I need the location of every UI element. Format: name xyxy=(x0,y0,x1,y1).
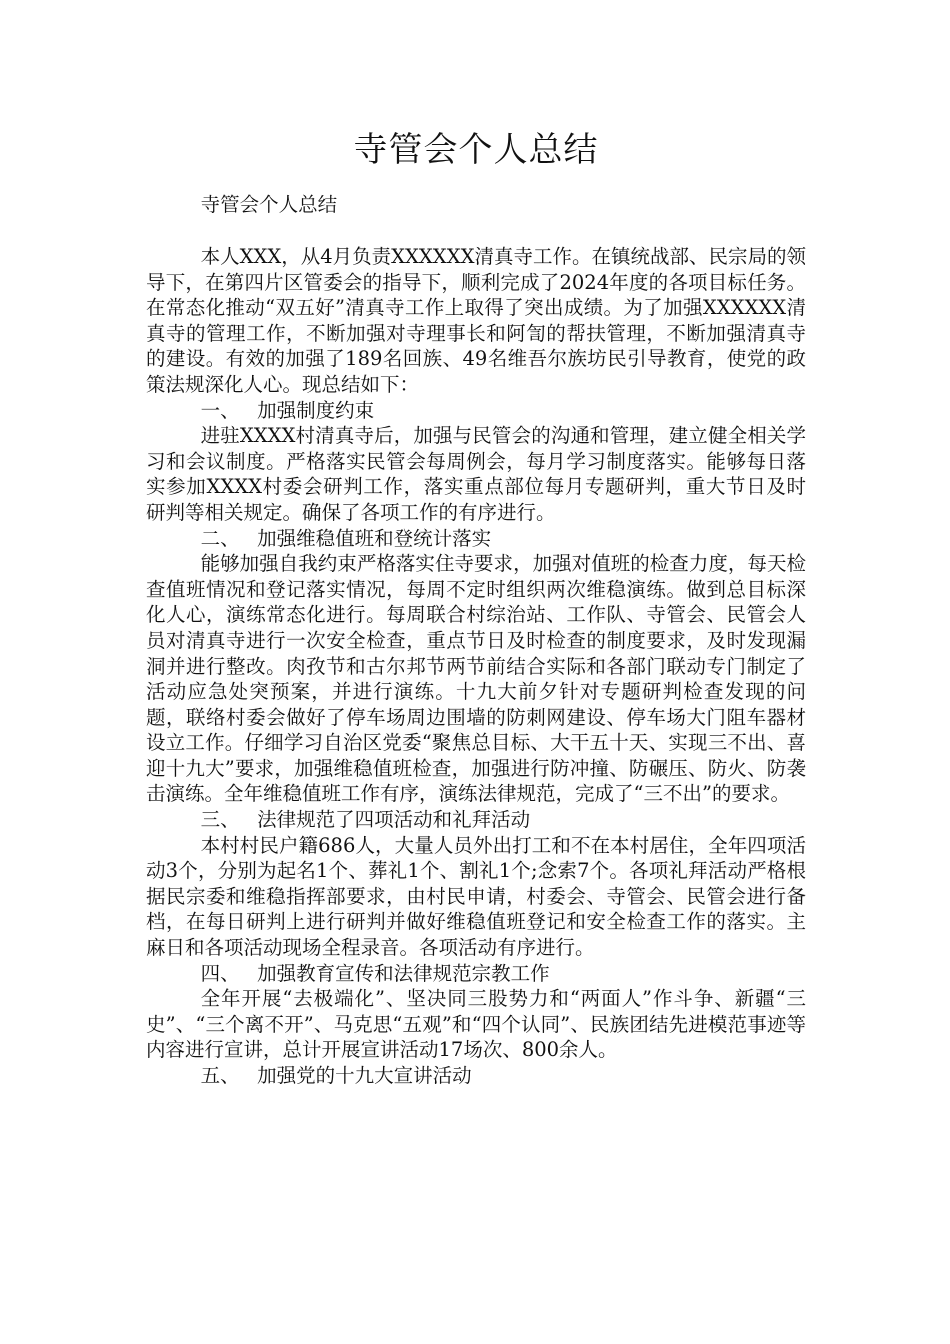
section-heading-text: 加强教育宣传和法律规范宗教工作 xyxy=(257,961,550,985)
section-heading-4 xyxy=(146,961,806,987)
section-number: 四、 xyxy=(200,961,240,985)
intro-paragraph: 本人XXX，从4月负责XXXXXX清真寺工作。在镇统战部、民宗局的领导下，在第四片区管委会的指导下，顺利完成了2024年度的各项目标任务。在常态化推动“双五好”清真寺工作上取得了突出成绩。为了加强XXXXXX清真寺的管理工作，不断加强对寺理事长和阿訇的帮扶管理，不断加强清真寺的建设。有效的加强了189名回族、49名维吾尔族坊民引导教育，使党的政策法规深化人心。现总结如下： xyxy=(146,245,806,396)
section-number: 二、 xyxy=(200,526,240,550)
section-body-1: 进驻XXXX村清真寺后，加强与民管会的沟通和管理，建立健全相关学习和会议制度。严格落实民管会每周例会，每月学习制度落实。能够每日落实参加XXXX村委会研判工作，落实重点部位每月专题研判，重大节日及时研判等相关规定。确保了各项工作的有序进行。 xyxy=(146,424,806,524)
section-heading-text: 加强制度约束 xyxy=(257,398,375,422)
document-title: 寺管会个人总结 xyxy=(353,130,599,170)
section-number: 三、 xyxy=(200,808,240,832)
section-number: 五、 xyxy=(200,1064,240,1087)
section-body-2: 能够加强自我约束严格落实住寺要求，加强对值班的检查力度，每天检查值班情况和登记落实情况，每周不定时组织两次维稳演练。做到总目标深化人心，演练常态化进行。每周联合村综治站、工作队、寺管会、民管会人员对清真寺进行一次安全检查，重点节日及时检查的制度要求，及时发现漏洞并进行整改。肉孜节和古尔邦节两节前结合实际和各部门联动专门制定了活动应急处突预案，并进行演练。十九大前夕针对专题研判检查发现的问题，联络村委会做好了停车场周边围墙的防刺网建设、停车场大门阻车器材设立工作。仔细学习自治区党委“聚焦总目标、大干五十天、实现三不出、喜迎十九大”要求，加强维稳值班检查，加强进行防冲撞、防碾压、防火、防袭击演练。全年维稳值班工作有序，演练法律规范，完成了“三不出”的要求。 xyxy=(146,552,806,806)
section-body-3: 本村村民户籍686人，大量人员外出打工和不在本村居住，全年四项活动3个，分别为起名1个、葬礼1个、割礼1个;念索7个。各项礼拜活动严格根据民宗委和维稳指挥部要求，由村民申请，村委会、寺管会、民管会进行备档，在每日研判上进行研判并做好维稳值班登记和安全检查工作的落实。主麻日和各项活动现场全程录音。各项活动有序进行。 xyxy=(146,833,806,960)
section-body-4: 全年开展“去极端化”、坚决同三股势力和“两面人”作斗争、新疆“三史”、“三个离不开”、马克思“五观”和“四个认同”、民族团结先进模范事迹等内容进行宣讲，总计开展宣讲活动17场次、800余人。 xyxy=(146,987,806,1062)
document-subtitle: 寺管会个人总结 xyxy=(200,193,338,216)
section-heading-text: 加强维稳值班和登统计落实 xyxy=(257,526,492,550)
section-heading-3 xyxy=(146,807,806,833)
section-heading-text: 法律规范了四项活动和礼拜活动 xyxy=(257,808,531,832)
section-heading-text: 加强党的十九大宣讲活动 xyxy=(257,1064,472,1087)
section-heading-5 xyxy=(146,1063,806,1089)
section-number: 一、 xyxy=(200,398,240,422)
section-heading-2 xyxy=(146,526,806,552)
section-heading-1 xyxy=(146,398,806,424)
document-page xyxy=(146,128,806,1089)
